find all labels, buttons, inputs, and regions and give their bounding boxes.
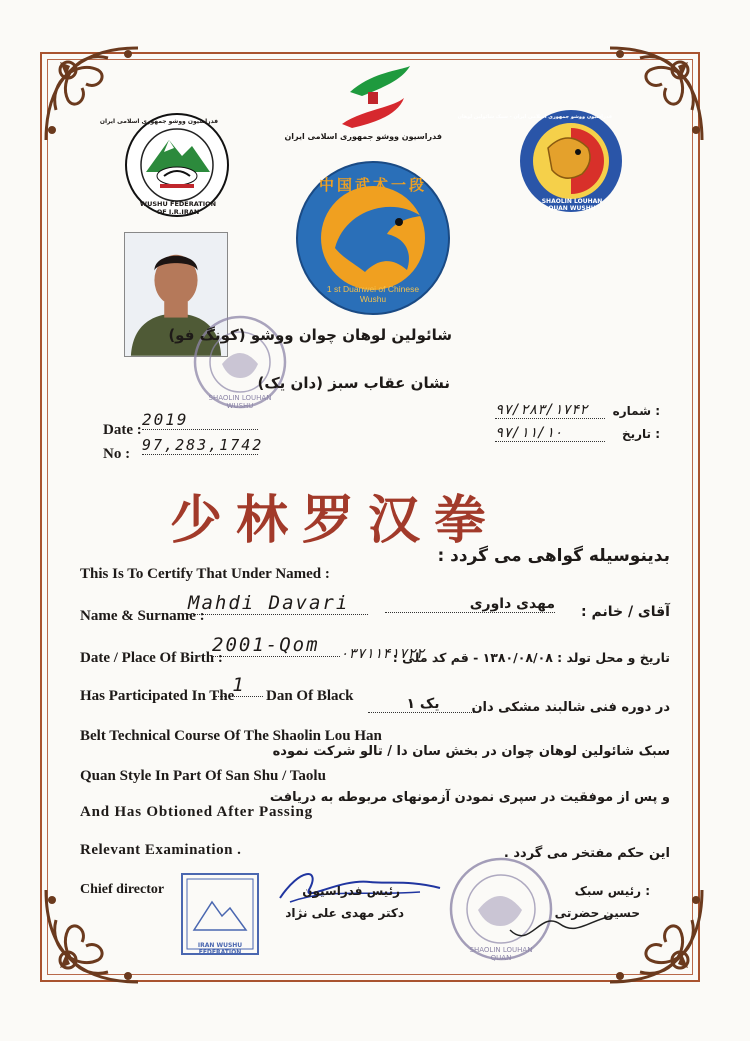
right-logo-english-text: SHAOLIN LOUHAN QUAN WUSHU (541, 198, 603, 212)
left-logo-persian-text: فدراسیون ووشو جمهوری اسلامی ایران (99, 118, 218, 125)
style-head-name: حسین حضرتی (554, 906, 640, 920)
persian-dan-value: یک ۱ (368, 696, 478, 713)
persian-title-line2: نشان عقاب سبز (دان یک) (257, 374, 450, 392)
belt-course-line: Belt Technical Course Of The Shaolin Lou Han (80, 728, 382, 744)
iran-federation-top-logo (284, 62, 442, 152)
persian-name-label: آقای / خانم : (581, 604, 670, 620)
persian-line-c: این حکم مفتخر می گردد . (503, 846, 670, 861)
left-logo-english-text: WUSHU FEDERATION OF I.R.IRAN (139, 200, 217, 216)
persian-number-value: ۹۷/۲۸۳/۱۷۴۲ (495, 402, 605, 419)
round-stamp-text: SHAOLIN LOUHAN QUAN (469, 946, 533, 962)
date-value: 2019 (142, 410, 258, 430)
quan-style-line: Quan Style In Part Of San Shu / Taolu (80, 768, 326, 784)
photo-stamp-text: SHAOLIN LOUHAN WUSHU (208, 394, 272, 410)
persian-line-a: سبک شائولین لوهان چوان در بخش سان دا / تالو شرکت نموده (272, 744, 670, 759)
top-logo-caption: فدراسیون ووشو جمهوری اسلامی ایران (284, 132, 442, 141)
persian-line-b: و پس از موفقیت در سپری نمودن آزمونهای مربوطه به دریافت (269, 790, 670, 805)
participated-text-pre: Has Participated In The (80, 688, 235, 704)
persian-name-value: مهدی داوری (385, 596, 555, 613)
date-label: Date : (103, 422, 142, 438)
federation-square-stamp (180, 872, 260, 956)
birth-label: Date / Place Of Birth : (80, 650, 223, 666)
federation-head-signature (270, 858, 450, 908)
persian-date-label: : تاریخ (621, 427, 660, 441)
federation-head-title: رئیس فدراسیون (302, 884, 400, 898)
persian-title-line1: شائولین لوهان چوان ووشو (کونگ فو) (168, 326, 452, 344)
name-value: Mahdi Davari (188, 592, 368, 615)
shaolin-louhan-logo (457, 108, 624, 214)
number-value: 97,283,1742 (142, 436, 264, 454)
number-label: No : (103, 446, 131, 462)
style-head-title: : رئیس سبک (574, 884, 650, 898)
participated-text-post: Dan Of Black (266, 688, 354, 704)
federation-stamp-text: IRAN WUSHU FEDERATION (197, 942, 243, 956)
birth-value: 2001-Qom (212, 634, 340, 657)
national-code-value: ۰۳۷۱۱۴۱۷۲۲ (340, 646, 425, 662)
chief-director-label: Chief director (80, 882, 165, 897)
federation-head-name: دکتر مهدی علی نژاد (285, 906, 404, 920)
chinese-main-title: 少林罗汉拳 (170, 490, 501, 551)
right-logo-persian-text: فدراسیون ووشو جمهوری اسلامی ایران - سبک شائولین لوهان (457, 114, 612, 120)
emblem-english-text: 1 st Duanwei of Chinese Wushu (326, 284, 420, 304)
persian-date-value: ۹۷/۱۱/۱۰ (495, 425, 605, 442)
flag-swoosh-icon (322, 62, 432, 132)
persian-number-label: : شماره (612, 404, 660, 418)
dan-value: 1 (215, 674, 263, 697)
obtioned-line: And Has Obtioned After Passing (80, 804, 313, 820)
persian-dan-text: در دوره فنی شالبند مشکی دان (471, 700, 670, 715)
duanwei-emblem (295, 160, 451, 316)
name-label: Name & Surname : (80, 608, 205, 624)
emblem-chinese-text: 中国武术一段 (318, 176, 427, 194)
relevant-exam-line: Relevant Examination . (80, 842, 242, 858)
certify-text: This Is To Certify That Under Named : (80, 566, 330, 582)
persian-certify-text: بدینوسیله گواهی می گردد : (437, 546, 670, 566)
wushu-federation-logo (99, 112, 230, 218)
persian-birth-text: تاریخ و محل تولد : ۱۳۸۰/۰۸/۰۸ - قم کد ملی : (392, 650, 670, 665)
